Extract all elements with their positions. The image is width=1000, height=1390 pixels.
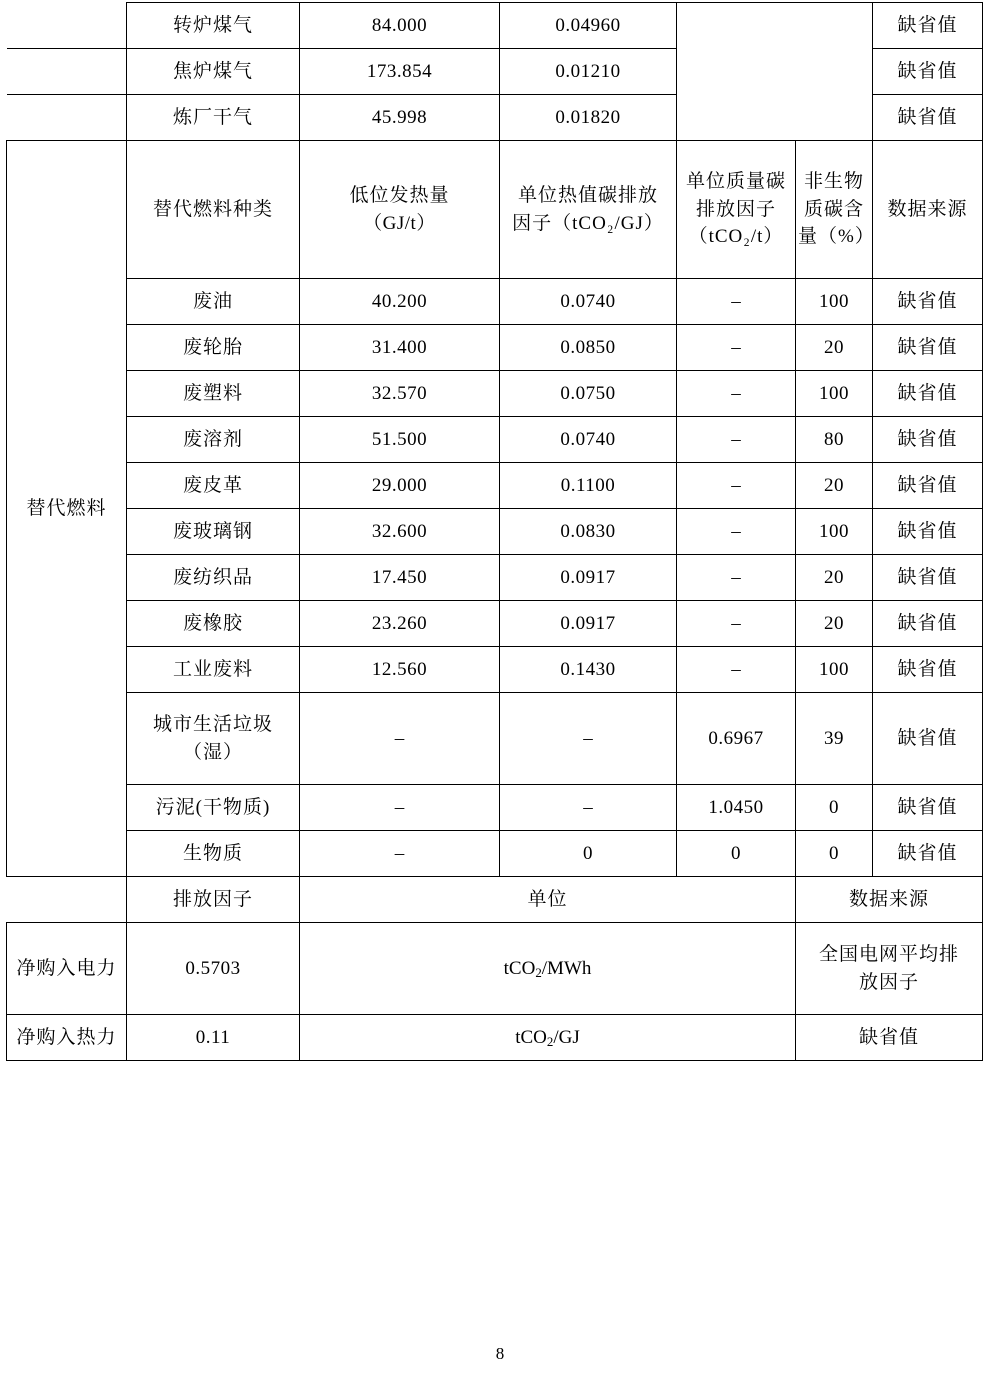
fuel-name: 焦炉煤气: [127, 49, 300, 95]
alt-fuel-type: 污泥(干物质): [127, 785, 300, 831]
header-alt-fuel-type: 替代燃料种类: [127, 141, 300, 279]
alt-fuel-mass-factor: –: [677, 279, 796, 325]
fuel-ncv: 45.998: [300, 95, 500, 141]
fuel-name: 炼厂干气: [127, 95, 300, 141]
alt-fuel-ncv: 12.560: [300, 647, 500, 693]
table-row: [7, 785, 983, 831]
row-spacer-cell: [7, 3, 127, 49]
alt-fuel-mass-factor: 0: [677, 831, 796, 877]
header-mass-factor-line2: 排放因子: [695, 198, 776, 220]
alt-fuel-type: 生物质: [127, 831, 300, 877]
alt-fuel-factor: 0.1100: [500, 463, 677, 509]
alt-fuel-section-label: 替代燃料: [7, 141, 127, 877]
table-row: [7, 1015, 983, 1061]
alt-fuel-mass-factor: –: [677, 417, 796, 463]
table-row: [7, 693, 983, 785]
alt-fuel-mass-factor: –: [677, 509, 796, 555]
alt-fuel-type: 废溶剂: [127, 417, 300, 463]
alt-fuel-type-line2: （湿）: [182, 741, 243, 763]
alt-fuel-factor: –: [500, 693, 677, 785]
energy-source: 缺省值: [796, 1015, 983, 1061]
alt-fuel-factor: 0.0917: [500, 601, 677, 647]
fuel-factor: 0.01210: [500, 49, 677, 95]
table-row: [7, 325, 983, 371]
fuel-ncv: 173.854: [300, 49, 500, 95]
table-row: [7, 3, 983, 49]
table-row: [7, 509, 983, 555]
alt-fuel-source: 缺省值: [873, 555, 983, 601]
alt-fuel-nonbio: 0: [796, 831, 873, 877]
alt-fuel-factor: 0.1430: [500, 647, 677, 693]
header-nonbio-line2: 质碳含: [803, 198, 864, 220]
alt-fuel-source: 缺省值: [873, 325, 983, 371]
alt-fuel-type: 废塑料: [127, 371, 300, 417]
energy-name: 净购入热力: [7, 1015, 127, 1061]
alt-fuel-type: 废纺织品: [127, 555, 300, 601]
alt-fuel-mass-factor: –: [677, 463, 796, 509]
alt-fuel-source: 缺省值: [873, 509, 983, 555]
alt-fuel-source: 缺省值: [873, 371, 983, 417]
fuel-factor: 0.01820: [500, 95, 677, 141]
alt-fuel-nonbio: 20: [796, 325, 873, 371]
energy-unit-prefix: tCO: [503, 957, 536, 979]
header-ncv-line2: （GJ/t）: [363, 212, 436, 234]
energy-unit-suffix: /MWh: [541, 957, 592, 979]
alt-fuel-type-line1: 城市生活垃圾: [152, 713, 273, 735]
energy-source-line2: 放因子: [858, 971, 919, 993]
table-row: [7, 923, 983, 1015]
fuel-name: 转炉煤气: [127, 3, 300, 49]
table-row: [7, 371, 983, 417]
energy-factor: 0.5703: [127, 923, 300, 1015]
fuel-merged-blank: [677, 3, 873, 141]
header-energy-source: 数据来源: [796, 877, 983, 923]
page-number: 8: [495, 1344, 505, 1363]
emission-factor-table: [6, 2, 983, 1061]
alt-fuel-header-row: [7, 141, 983, 279]
alt-fuel-type: 废玻璃钢: [127, 509, 300, 555]
alt-fuel-ncv: 51.500: [300, 417, 500, 463]
header-mass-factor-line1: 单位质量碳: [685, 171, 786, 193]
alt-fuel-source: 缺省值: [873, 785, 983, 831]
alt-fuel-nonbio: 20: [796, 601, 873, 647]
alt-fuel-nonbio: 39: [796, 693, 873, 785]
table-row: [7, 831, 983, 877]
alt-fuel-ncv: 32.600: [300, 509, 500, 555]
energy-name: 净购入电力: [7, 923, 127, 1015]
alt-fuel-nonbio: 80: [796, 417, 873, 463]
fuel-ncv: 84.000: [300, 3, 500, 49]
alt-fuel-mass-factor: –: [677, 325, 796, 371]
alt-fuel-mass-factor: 1.0450: [677, 785, 796, 831]
alt-fuel-source: 缺省值: [873, 463, 983, 509]
alt-fuel-source: 缺省值: [873, 417, 983, 463]
header-ncv: [300, 141, 500, 279]
energy-unit: [300, 1015, 796, 1061]
header-nonbio-carbon: [796, 141, 873, 279]
alt-fuel-ncv: 23.260: [300, 601, 500, 647]
header-mass-factor: [677, 141, 796, 279]
alt-fuel-source: 缺省值: [873, 831, 983, 877]
alt-fuel-ncv: 40.200: [300, 279, 500, 325]
table-row: [7, 555, 983, 601]
alt-fuel-nonbio: 100: [796, 279, 873, 325]
alt-fuel-nonbio: 100: [796, 509, 873, 555]
alt-fuel-factor: 0.0740: [500, 279, 677, 325]
alt-fuel-type: [127, 693, 300, 785]
alt-fuel-nonbio: 100: [796, 647, 873, 693]
alt-fuel-ncv: 32.570: [300, 371, 500, 417]
row-spacer-cell: [7, 95, 127, 141]
energy-source-line1: 全国电网平均排: [818, 943, 959, 965]
table-row: [7, 417, 983, 463]
energy-unit: [300, 923, 796, 1015]
fuel-factor: 0.04960: [500, 3, 677, 49]
alt-fuel-factor: 0.0917: [500, 555, 677, 601]
header-nonbio-line1: 非生物: [803, 171, 864, 193]
energy-unit-suffix: /GJ: [553, 1026, 580, 1048]
header-unit: 单位: [300, 877, 796, 923]
alt-fuel-factor: 0.0830: [500, 509, 677, 555]
alt-fuel-factor: 0.0740: [500, 417, 677, 463]
header-emission-factor: 排放因子: [127, 877, 300, 923]
alt-fuel-mass-factor: –: [677, 555, 796, 601]
alt-fuel-ncv: –: [300, 693, 500, 785]
alt-fuel-mass-factor: –: [677, 647, 796, 693]
alt-fuel-factor: 0.0750: [500, 371, 677, 417]
alt-fuel-type: 废皮革: [127, 463, 300, 509]
header-data-source: 数据来源: [873, 141, 983, 279]
energy-header-blank: [7, 877, 127, 923]
fuel-source: 缺省值: [873, 49, 983, 95]
alt-fuel-ncv: 17.450: [300, 555, 500, 601]
energy-header-row: [7, 877, 983, 923]
energy-unit-sub: 2: [546, 1034, 554, 1050]
alt-fuel-ncv: –: [300, 785, 500, 831]
alt-fuel-ncv: 31.400: [300, 325, 500, 371]
alt-fuel-mass-factor: 0.6967: [677, 693, 796, 785]
table-row: [7, 279, 983, 325]
table-row: [7, 647, 983, 693]
alt-fuel-ncv: 29.000: [300, 463, 500, 509]
alt-fuel-nonbio: 100: [796, 371, 873, 417]
header-ncv-line1: 低位发热量: [349, 184, 450, 206]
alt-fuel-mass-factor: –: [677, 371, 796, 417]
alt-fuel-source: 缺省值: [873, 279, 983, 325]
alt-fuel-source: 缺省值: [873, 601, 983, 647]
energy-unit-prefix: tCO: [515, 1026, 547, 1048]
energy-unit-sub: 2: [535, 965, 542, 981]
alt-fuel-type: 废油: [127, 279, 300, 325]
alt-fuel-type: 工业废料: [127, 647, 300, 693]
alt-fuel-ncv: –: [300, 831, 500, 877]
alt-fuel-mass-factor: –: [677, 601, 796, 647]
row-spacer-cell: [7, 49, 127, 95]
table-row: [7, 463, 983, 509]
header-mass-factor-line3: （tCO₂/t）: [688, 226, 784, 248]
table-row: [7, 601, 983, 647]
alt-fuel-nonbio: 20: [796, 555, 873, 601]
alt-fuel-nonbio: 20: [796, 463, 873, 509]
alt-fuel-type: 废轮胎: [127, 325, 300, 371]
header-heat-factor: [500, 141, 677, 279]
alt-fuel-source: 缺省值: [873, 647, 983, 693]
header-nonbio-line3: 量（%）: [798, 226, 875, 248]
fuel-source: 缺省值: [873, 95, 983, 141]
alt-fuel-source: 缺省值: [873, 693, 983, 785]
header-heat-factor-line2: 因子（tCO₂/GJ）: [512, 212, 664, 234]
alt-fuel-type: 废橡胶: [127, 601, 300, 647]
alt-fuel-factor: 0: [500, 831, 677, 877]
energy-source: [796, 923, 983, 1015]
alt-fuel-factor: –: [500, 785, 677, 831]
alt-fuel-factor: 0.0850: [500, 325, 677, 371]
header-heat-factor-line1: 单位热值碳排放: [517, 184, 658, 206]
fuel-source: 缺省值: [873, 3, 983, 49]
energy-factor: 0.11: [127, 1015, 300, 1061]
alt-fuel-nonbio: 0: [796, 785, 873, 831]
